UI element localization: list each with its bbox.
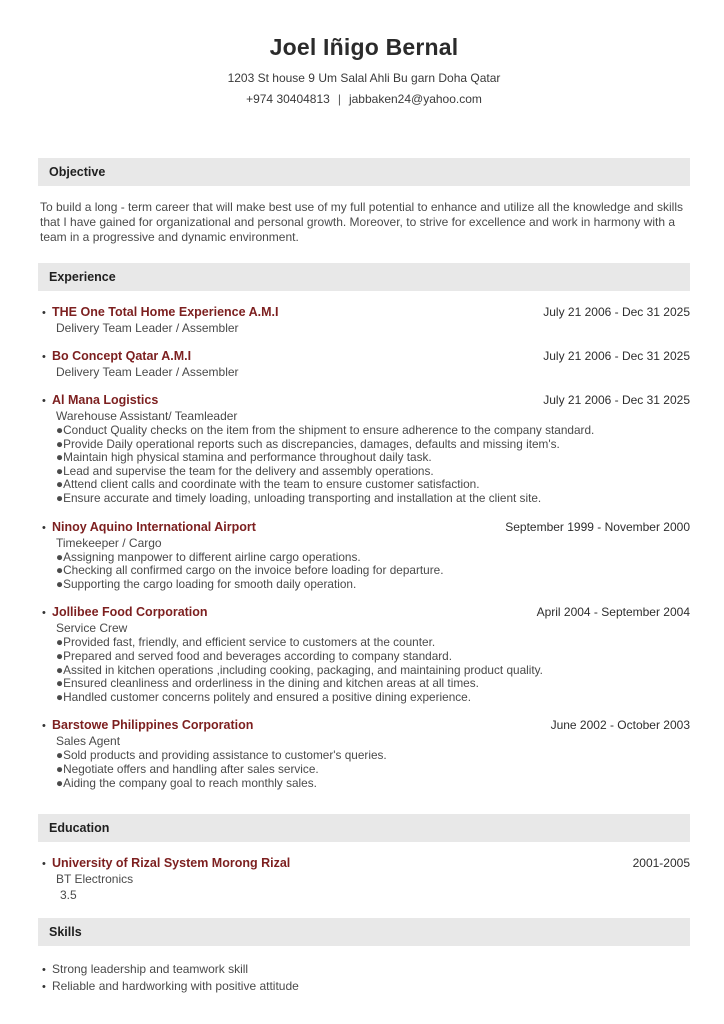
- job-title: Sales Agent: [56, 734, 121, 749]
- company-name: Barstowe Philippines Corporation: [52, 718, 254, 733]
- skill-text: Reliable and hardworking with positive attitude: [52, 979, 299, 994]
- date-range: July 21 2006 - Dec 31 2025: [543, 349, 690, 363]
- degree: BT Electronics: [56, 872, 134, 887]
- experience-item: [38, 305, 690, 335]
- company-name: Al Mana Logistics: [52, 393, 159, 407]
- duty-item: ●Sold products and providing assistance to customer's queries.: [56, 748, 387, 763]
- duty-item: ●Negotiate offers and handling after sales service.: [56, 761, 319, 776]
- skill-text: Strong leadership and teamwork skill: [52, 962, 249, 977]
- duty-item: ●Assited in kitchen operations ,including cooking, packaging, and maintaining product quality.: [56, 662, 543, 677]
- section-title: Experience: [49, 270, 116, 284]
- bullet-marker: •: [42, 720, 46, 733]
- bullet-marker: •: [42, 964, 46, 977]
- duty-list: [56, 749, 690, 790]
- section-title: Objective: [49, 165, 106, 179]
- date-range: July 21 2006 - Dec 31 2025: [543, 393, 690, 407]
- person-name: Joel Iñigo Bernal: [269, 34, 459, 60]
- experience-item-header: [38, 305, 690, 319]
- skill-item: [38, 962, 690, 976]
- bullet-marker: •: [42, 351, 46, 363]
- company-name: Jollibee Food Corporation: [52, 605, 208, 620]
- company-name: THE One Total Home Experience A.M.I: [52, 305, 279, 319]
- contact-separator: |: [337, 92, 341, 106]
- bullet-marker: •: [42, 395, 46, 407]
- date-range: 2001-2005: [632, 856, 690, 871]
- education-list: [38, 856, 690, 902]
- experience-item-header: [38, 718, 690, 732]
- job-title: Service Crew: [56, 621, 128, 636]
- date-range: June 2002 - October 2003: [550, 718, 690, 733]
- date-range: April 2004 - September 2004: [536, 605, 690, 620]
- duty-item: ●Supporting the cargo loading for smooth daily operation.: [56, 576, 357, 591]
- experience-item: [38, 393, 690, 506]
- skill-item: [38, 979, 690, 993]
- job-title: Delivery Team Leader / Assembler: [56, 365, 239, 379]
- bullet-marker: •: [42, 981, 46, 994]
- duty-item: ●Ensure accurate and timely loading, unloading transporting and installation at the client site.: [56, 490, 542, 505]
- section-title: Education: [49, 821, 110, 836]
- experience-item: [38, 520, 690, 592]
- company-name: Bo Concept Qatar A.M.I: [52, 349, 192, 363]
- job-title: Timekeeper / Cargo: [56, 535, 162, 550]
- bullet-marker: •: [42, 307, 46, 319]
- duty-item: ●Checking all confirmed cargo on the invoice before loading for departure.: [56, 563, 444, 578]
- duty-item: ●Handled customer concerns politely and ensured a positive dining experience.: [56, 689, 472, 704]
- duty-list: [56, 551, 690, 592]
- experience-item-header: [38, 393, 690, 407]
- experience-item-header: [38, 520, 690, 534]
- bullet-marker: •: [42, 521, 46, 534]
- experience-item-header: [38, 349, 690, 363]
- skills-list: [38, 962, 690, 993]
- duty-list: [56, 636, 690, 704]
- job-title: Delivery Team Leader / Assembler: [56, 321, 239, 335]
- address-line: 1203 St house 9 Um Salal Ahli Bu garn Doha Qatar: [227, 71, 501, 85]
- duty-list: [56, 424, 690, 506]
- section-title: Skills: [49, 925, 82, 940]
- experience-item: [38, 349, 690, 379]
- section-header-objective: [38, 158, 690, 186]
- section-header-skills: [38, 918, 690, 946]
- section-header-experience: [38, 263, 690, 291]
- school-name: University of Rizal System Morong Rizal: [52, 856, 291, 871]
- duty-item: ●Aiding the company goal to reach monthly sales.: [56, 775, 317, 790]
- phone-number: +974 30404813: [246, 92, 330, 106]
- date-range: September 1999 - November 2000: [505, 519, 690, 534]
- duty-item: ●Ensured cleanliness and orderliness in the dining and kitchen areas at all times.: [56, 676, 479, 691]
- experience-list: [38, 305, 690, 790]
- experience-item: [38, 718, 690, 790]
- duty-item: ●Assigning manpower to different airline cargo operations.: [56, 549, 361, 564]
- duty-item: ●Provided fast, friendly, and efficient service to customers at the counter.: [56, 635, 436, 650]
- job-title: Warehouse Assistant/ Teamleader: [56, 409, 238, 423]
- bullet-marker: •: [42, 858, 46, 871]
- experience-item: [38, 605, 690, 704]
- duty-item: ●Provide Daily operational reports such as discrepancies, damages, defaults and missing item's.: [56, 436, 560, 451]
- bullet-marker: •: [42, 607, 46, 620]
- duty-item: ●Lead and supervise the team for the delivery and assembly operations.: [56, 463, 434, 478]
- education-item: [38, 856, 690, 902]
- duty-item: ●Conduct Quality checks on the item from the shipment to ensure adherence to the company standard.: [56, 423, 595, 437]
- company-name: Ninoy Aquino International Airport: [52, 519, 256, 534]
- experience-item-header: [38, 605, 690, 619]
- email-address: jabbaken24@yahoo.com: [348, 92, 482, 106]
- duty-item: ●Attend client calls and coordinate with the team to ensure customer satisfaction.: [56, 477, 480, 492]
- objective-text: To build a long - term career that will make best use of my full potential to enhance and utilize all the knowledge and skills that I have gained for organizational and personal growth. Moreover, to strive for excellence and work in harmony with a team in a progressive and dynamic environment.: [40, 200, 684, 244]
- resume-header: [38, 34, 690, 106]
- duty-item: ●Maintain high physical stamina and performance throughout daily task.: [56, 450, 432, 465]
- section-header-education: [38, 814, 690, 842]
- duty-item: ●Prepared and served food and beverages according to company standard.: [56, 648, 453, 663]
- date-range: July 21 2006 - Dec 31 2025: [543, 305, 690, 319]
- education-item-header: [38, 856, 690, 870]
- gpa: 3.5: [60, 888, 77, 903]
- contact-line: [38, 92, 690, 106]
